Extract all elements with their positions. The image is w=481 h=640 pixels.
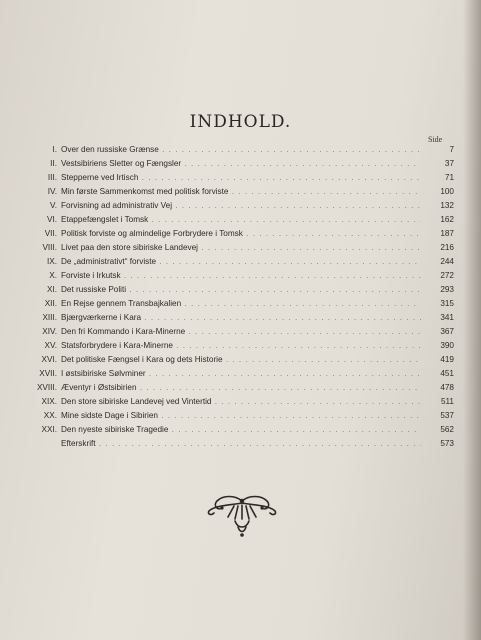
chapter-number: III. — [47, 173, 57, 182]
chapter-number: XVIII. — [36, 383, 57, 392]
chapter-title: En Rejse gennem Transbajkalien . . . — [61, 297, 421, 310]
chapter-page: 293 — [440, 285, 454, 294]
page-title: INDHOLD. — [189, 112, 292, 132]
toc-row — [30, 255, 460, 268]
chapter-page: 132 — [440, 201, 454, 210]
toc-row — [30, 311, 460, 324]
chapter-number: I. — [52, 145, 57, 154]
toc-row — [30, 423, 460, 436]
chapter-page: 451 — [440, 369, 454, 378]
chapter-title: Etappefængslet i Tomsk . . . — [61, 213, 421, 226]
chapter-title: Stepperne ved Irtisch . . . — [61, 171, 421, 184]
chapter-number: XIX. — [41, 397, 57, 406]
chapter-page: 511 — [440, 397, 454, 406]
chapter-number: XII. — [44, 299, 57, 308]
chapter-number: XV. — [44, 341, 57, 350]
page-column-label: Side — [428, 135, 443, 144]
chapter-page: 537 — [440, 411, 454, 420]
toc-row — [30, 171, 460, 184]
chapter-page: 162 — [440, 215, 454, 224]
chapter-page: 562 — [440, 425, 454, 434]
chapter-number: X. — [49, 271, 57, 280]
chapter-page: 272 — [440, 271, 454, 280]
toc-row — [30, 325, 460, 338]
toc-row — [30, 353, 460, 366]
chapter-title: Min første Sammenkomst med politisk forviste . . . — [61, 185, 421, 198]
chapter-page: 315 — [440, 299, 454, 308]
chapter-page: 37 — [444, 159, 454, 168]
chapter-page: 419 — [440, 355, 454, 364]
chapter-title: Vestsibiriens Sletter og Fængsler . . . — [61, 157, 421, 170]
chapter-title: Forvisning ad administrativ Vej . . . — [61, 199, 421, 212]
chapter-title: Statsforbrydere i Kara-Minerne . . . — [61, 339, 421, 352]
chapter-page: 216 — [440, 243, 454, 252]
chapter-number: XIV. — [42, 327, 57, 336]
chapter-title: Det russiske Politi . . . — [61, 283, 421, 296]
toc-row — [30, 297, 460, 310]
page-edge-shadow — [463, 0, 481, 640]
chapter-page: 71 — [444, 173, 454, 182]
toc-row — [30, 213, 460, 226]
chapter-number: XI. — [46, 285, 57, 294]
toc-row — [30, 381, 460, 394]
toc-row — [30, 185, 460, 198]
toc-row — [30, 409, 460, 422]
chapter-page: 100 — [440, 187, 454, 196]
toc-row — [30, 367, 460, 380]
chapter-title: Efterskrift . . . — [61, 437, 421, 450]
toc-row — [30, 269, 460, 282]
chapter-title: Forviste i Irkutsk . . . — [61, 269, 421, 282]
chapter-page: 341 — [440, 313, 454, 322]
floral-ornament-icon — [205, 493, 279, 539]
toc-row — [30, 199, 460, 212]
chapter-number: VI. — [46, 215, 57, 224]
chapter-number: XXI. — [41, 425, 57, 434]
toc-row — [30, 241, 460, 254]
chapter-title: De „administrativt“ forviste . . . — [61, 255, 421, 268]
chapter-number: IX. — [46, 257, 57, 266]
chapter-page: 7 — [449, 145, 454, 154]
chapter-title: Livet paa den store sibiriske Landevej . . . — [61, 241, 421, 254]
chapter-number: VIII. — [42, 243, 57, 252]
chapter-title: Den store sibiriske Landevej ved Vintertid . . . — [61, 395, 421, 408]
toc-row — [30, 283, 460, 296]
chapter-number: XVII. — [39, 369, 57, 378]
chapter-number: V. — [50, 201, 57, 210]
chapter-title: Bjærgværkerne i Kara . . . — [61, 311, 421, 324]
chapter-number: XIII. — [42, 313, 57, 322]
toc-row — [30, 437, 460, 450]
chapter-title: Den nyeste sibiriske Tragedie . . . — [61, 423, 421, 436]
chapter-page: 478 — [440, 383, 454, 392]
toc-row — [30, 143, 460, 156]
chapter-page: 390 — [440, 341, 454, 350]
chapter-number: VII. — [44, 229, 57, 238]
toc-row — [30, 227, 460, 240]
chapter-number: XVI. — [41, 355, 57, 364]
chapter-title: Over den russiske Grænse . . . — [61, 143, 421, 156]
chapter-title: Det politiske Fængsel i Kara og dets Historie . . . — [61, 353, 421, 366]
chapter-page: 244 — [440, 257, 454, 266]
chapter-title: Mine sidste Dage i Sibirien . . . — [61, 409, 421, 422]
chapter-page: 367 — [440, 327, 454, 336]
toc-row — [30, 157, 460, 170]
chapter-title: Politisk forviste og almindelige Forbrydere i Tomsk . . . — [61, 227, 421, 240]
chapter-title: I østsibiriske Sølvminer . . . — [61, 367, 421, 380]
toc-row — [30, 395, 460, 408]
chapter-number: IV. — [47, 187, 57, 196]
chapter-number: II. — [50, 159, 57, 168]
chapter-page: 187 — [440, 229, 454, 238]
chapter-title: Den fri Kommando i Kara-Minerne . . . — [61, 325, 421, 338]
chapter-page: 573 — [440, 439, 454, 448]
chapter-number: XX. — [43, 411, 57, 420]
toc-row — [30, 339, 460, 352]
chapter-title: Æventyr i Østsibirien . . . — [61, 381, 421, 394]
